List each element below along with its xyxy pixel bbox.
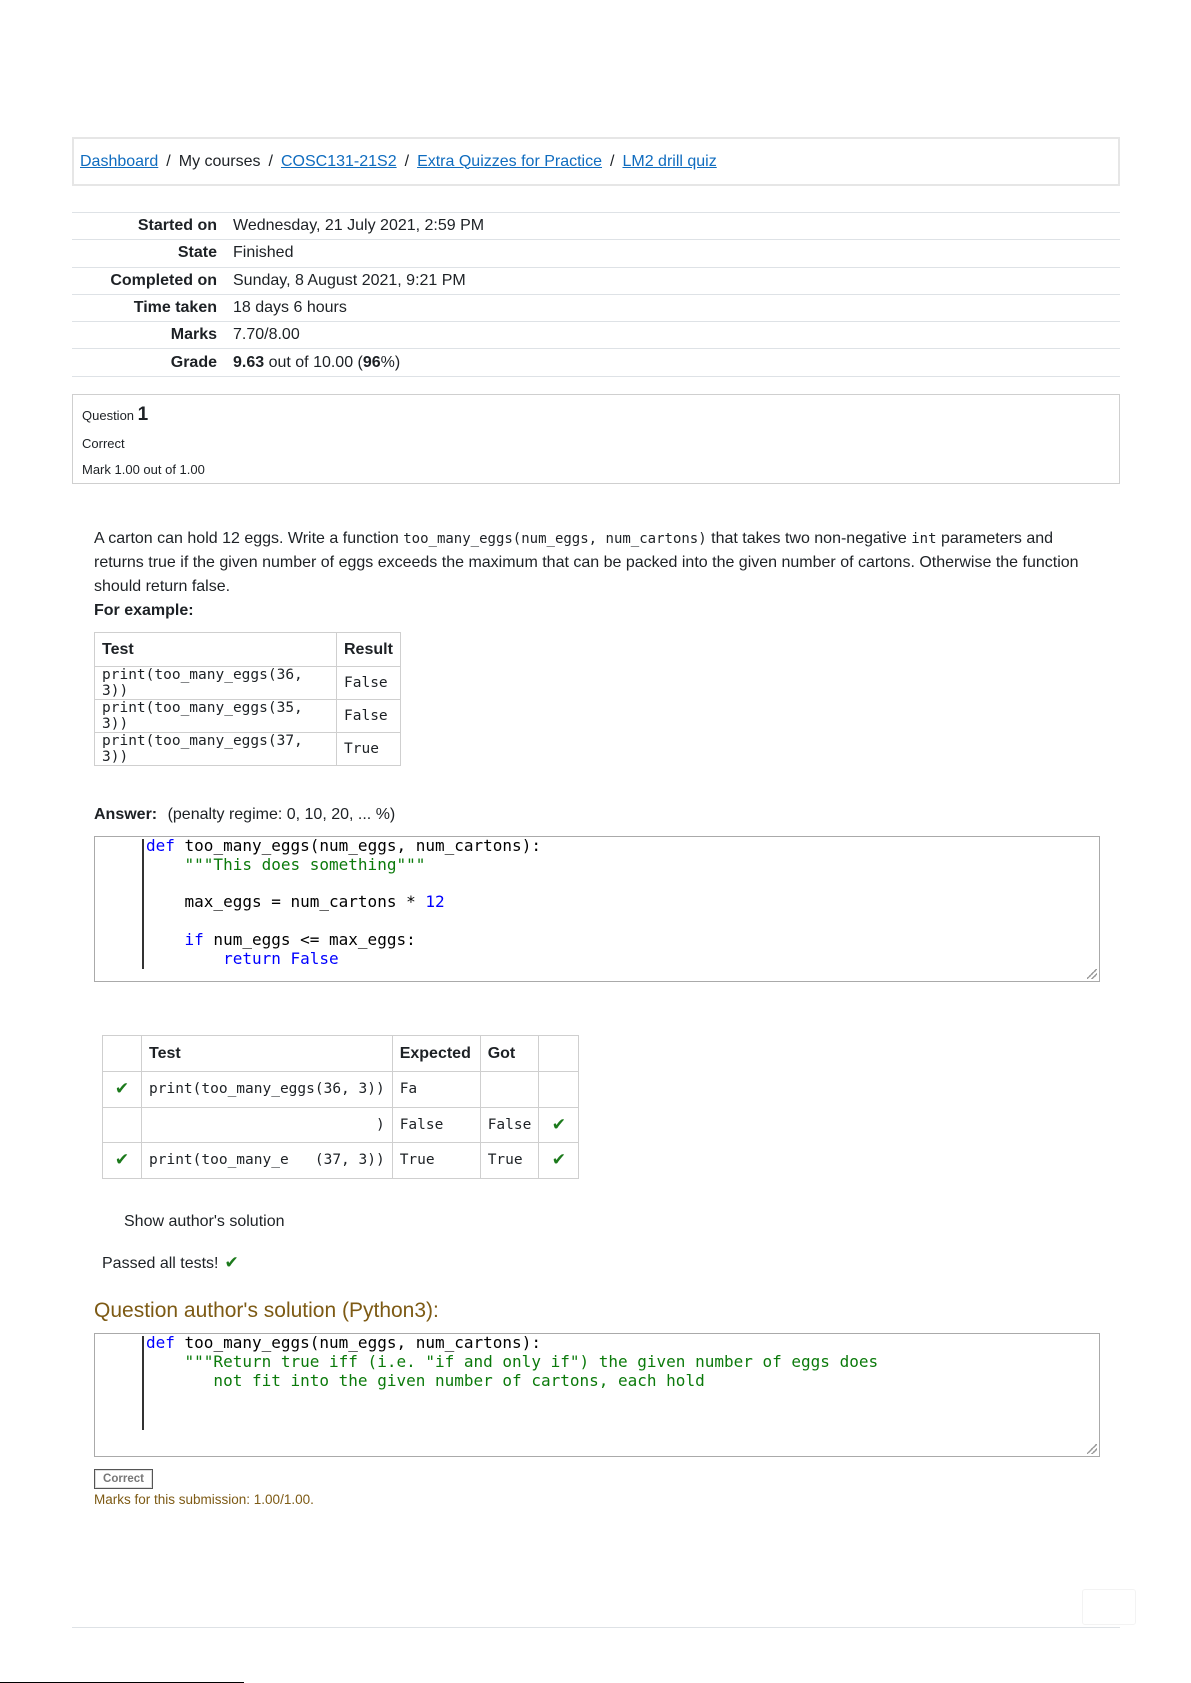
question-text-part: that takes two non-negative — [706, 530, 912, 547]
state-value: Finished — [233, 244, 294, 262]
examples-table — [94, 632, 401, 766]
breadcrumb-course-link[interactable]: COSC131-21S2 — [280, 152, 397, 170]
editor-gutter — [95, 837, 143, 981]
question-number-value: 1 — [137, 404, 149, 425]
result-status-cell — [103, 1107, 142, 1143]
editor-resize-handle[interactable] — [1087, 1444, 1097, 1454]
question-number — [82, 405, 1119, 424]
question-description — [94, 527, 1094, 599]
breadcrumb-dashboard-link[interactable]: Dashboard — [80, 152, 159, 170]
answer-label: Answer: — [94, 806, 158, 823]
result-got-cell: False — [480, 1107, 539, 1143]
for-example-label: For example: — [94, 602, 194, 619]
result-got-cell — [480, 1072, 539, 1108]
for-example-heading — [94, 599, 1094, 623]
question-status: Correct — [82, 436, 125, 451]
answer-label-row — [94, 806, 395, 824]
results-header-got: Got — [480, 1036, 539, 1072]
penalty-regime: (penalty regime: 0, 10, 20, ... %) — [167, 806, 396, 823]
completed-on-value: Sunday, 8 August 2021, 9:21 PM — [233, 271, 466, 289]
table-row — [103, 1143, 579, 1179]
check-icon: ✔ — [224, 1253, 239, 1272]
code-docstring: not fit into the given number of cartons, each hold — [146, 1370, 705, 1390]
example-test-cell: print(too_many_eggs(36, 3)) — [95, 667, 337, 700]
results-header-blank — [539, 1036, 579, 1072]
answer-code[interactable] — [146, 837, 541, 969]
question-text — [94, 527, 1094, 623]
grade-value — [225, 349, 1120, 376]
result-expected-cell: False — [392, 1107, 480, 1143]
table-row — [95, 667, 401, 700]
summary-row-grade — [72, 349, 1120, 376]
editor-resize-handle[interactable] — [1087, 969, 1097, 979]
examples-header-test: Test — [95, 633, 337, 667]
passed-message: Passed all tests! — [102, 1255, 219, 1272]
summary-row-time-taken — [72, 294, 1120, 321]
answer-code-editor[interactable] — [94, 836, 1100, 982]
show-author-solution-button[interactable]: Show author's solution — [124, 1213, 285, 1230]
examples-header-row — [95, 633, 401, 667]
results-header-expected: Expected — [392, 1036, 480, 1072]
page-action-placeholder — [1082, 1589, 1136, 1625]
completed-on-label: Completed on — [110, 271, 217, 289]
int-type-code: int — [911, 531, 937, 547]
result-test-cell: ) — [142, 1107, 393, 1143]
code-keyword: def — [146, 1333, 175, 1352]
result-test-cell: print(too_many_e (37, 3)) — [142, 1143, 393, 1179]
breadcrumb-separator: / — [166, 152, 171, 170]
code-keyword: return — [146, 948, 281, 968]
grade-out-of: out of 10.00 ( — [264, 353, 363, 371]
solution-code[interactable] — [146, 1334, 878, 1390]
marks-label: Marks — [170, 326, 217, 344]
table-row — [103, 1072, 579, 1108]
grade-suffix: %) — [380, 353, 401, 371]
results-header-blank — [103, 1036, 142, 1072]
result-test-cell: print(too_many_eggs(36, 3)) — [142, 1072, 393, 1108]
state-label: State — [177, 244, 217, 262]
result-expected-cell: True — [392, 1143, 480, 1179]
check-icon: ✔ — [539, 1107, 579, 1143]
breadcrumb-separator: / — [610, 152, 615, 170]
example-test-cell: print(too_many_eggs(37, 3)) — [95, 733, 337, 766]
test-results-table — [102, 1035, 579, 1179]
check-icon: ✔ — [539, 1143, 579, 1179]
code-text: max_eggs = num_cartons * — [146, 892, 426, 912]
code-text: too_many_eggs(num_eggs, num_cartons): — [174, 1333, 541, 1352]
attempt-summary-table — [72, 212, 1120, 377]
question-text-part: parameters and returns true if the given number of eggs exceeds the maximum that can be packed into the given number of cartons. Otherwise the function should return false. — [94, 530, 1079, 595]
breadcrumb-separator: / — [268, 152, 273, 170]
summary-row-state — [72, 240, 1120, 267]
example-test-cell: print(too_many_eggs(35, 3)) — [95, 700, 337, 733]
function-signature-code: too_many_eggs(num_eggs, num_cartons) — [403, 531, 707, 547]
grade-label: Grade — [170, 353, 217, 371]
table-row — [95, 700, 401, 733]
example-result-cell: False — [337, 667, 401, 700]
grade-percent: 96 — [362, 353, 381, 371]
breadcrumb-my-courses: My courses — [178, 152, 261, 170]
table-row — [95, 733, 401, 766]
result-got-cell: True — [480, 1143, 539, 1179]
time-taken-value: 18 days 6 hours — [233, 299, 347, 317]
marks-value: 7.70/8.00 — [233, 326, 300, 344]
editor-cursor-line — [142, 839, 144, 969]
editor-gutter — [95, 1334, 143, 1456]
time-taken-label: Time taken — [133, 299, 217, 317]
author-solution-heading: Question author's solution (Python3): — [94, 1299, 439, 1322]
divider — [72, 1627, 1120, 1628]
check-icon: ✔ — [103, 1143, 142, 1179]
code-keyword: def — [146, 836, 175, 855]
examples-header-result: Result — [337, 633, 401, 667]
breadcrumb-section-link[interactable]: Extra Quizzes for Practice — [417, 152, 603, 170]
passed-all-tests — [102, 1253, 239, 1273]
breadcrumb-separator: / — [404, 152, 410, 170]
example-result-cell: False — [337, 700, 401, 733]
started-on-value: Wednesday, 21 July 2021, 2:59 PM — [233, 217, 485, 235]
started-on-label: Started on — [137, 217, 217, 235]
editor-cursor-line — [142, 1336, 144, 1430]
example-result-cell: True — [337, 733, 401, 766]
breadcrumb — [72, 137, 1120, 186]
code-docstring: """Return true iff (i.e. "if and only if") the given number of eggs does — [146, 1351, 879, 1371]
marks-for-submission: Marks for this submission: 1.00/1.00. — [94, 1492, 314, 1507]
grade-score: 9.63 — [233, 353, 265, 371]
question-label: Question — [82, 408, 138, 423]
results-header-test: Test — [142, 1036, 393, 1072]
summary-row-completed — [72, 267, 1120, 294]
code-text: num_eggs <= max_eggs: — [203, 929, 416, 949]
question-info-box — [72, 394, 1120, 484]
code-number: 12 — [425, 892, 445, 912]
code-keyword: if — [146, 929, 204, 949]
table-row — [103, 1107, 579, 1143]
question-mark: Mark 1.00 out of 1.00 — [82, 462, 205, 477]
results-header-row — [103, 1036, 579, 1072]
breadcrumb-quiz-link[interactable]: LM2 drill quiz — [622, 152, 717, 170]
summary-row-marks — [72, 322, 1120, 349]
correct-badge: Correct — [94, 1469, 153, 1489]
check-icon: ✔ — [103, 1072, 142, 1108]
question-text-part: A carton can hold 12 eggs. Write a function — [94, 530, 404, 547]
code-text: too_many_eggs(num_eggs, num_cartons): — [174, 836, 541, 855]
code-docstring: """This does something""" — [146, 854, 426, 874]
result-status-cell — [539, 1072, 579, 1108]
code-literal: False — [280, 948, 339, 968]
solution-code-editor[interactable] — [94, 1333, 1100, 1457]
result-expected-cell: Fa — [392, 1072, 480, 1108]
summary-row-started — [72, 213, 1120, 240]
